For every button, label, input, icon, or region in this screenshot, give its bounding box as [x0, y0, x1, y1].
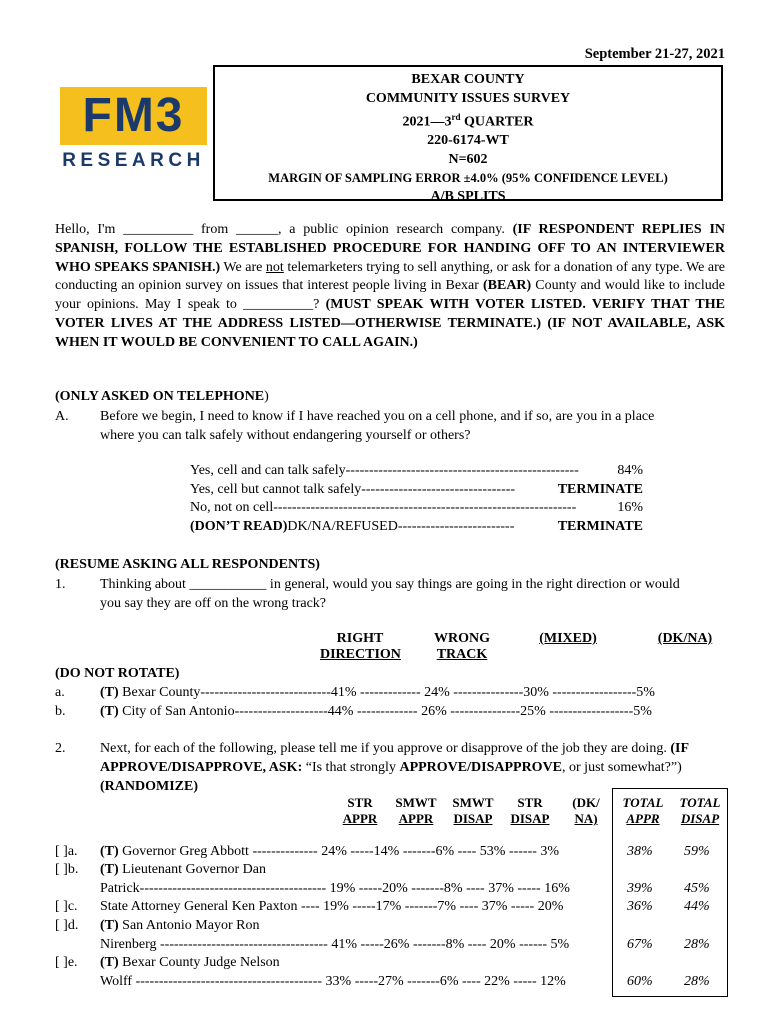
survey-header-box [213, 65, 723, 204]
header-survey-title: COMMUNITY ISSUES SURVEY [365, 90, 571, 106]
qA-options [190, 463, 643, 537]
header-sample-size: N=602 [448, 151, 488, 167]
q2-total-disap-value: 28% [684, 937, 710, 952]
qA-text-line1: Before we begin, I need to know if I have reached you on a cell phone, and if so, are you in a place [100, 409, 655, 424]
qA-option: Yes, cell and can talk safely -------------------------------------------------- 84% [190, 463, 643, 478]
q2-number: 2. [55, 741, 66, 756]
q1-text-line2: you say they are off on the wrong track? [100, 596, 326, 611]
q2-col-str-disap: STR DISAP [510, 795, 550, 826]
q2-total-appr-value: 67% [627, 937, 653, 952]
q1-col-wrong-track: WRONG TRACK [434, 631, 490, 662]
header-project-id: 220-6174-WT [427, 133, 509, 149]
q2-total-appr-value: 39% [627, 881, 653, 896]
q2-text-line2: APPROVE/DISAPPROVE, ASK: “Is that strongly APPROVE/DISAPPROVE, or just somewhat?”) [100, 760, 682, 775]
intro-paragraph: Hello, I'm __________ from ______, a public opinion research company. (IF RESPONDENT REPLIES IN SPANISH, FOLLOW THE ESTABLISHED PROCEDURE FOR HANDING OFF TO AN INTERVIEWER WHO SPEAKS SPANISH.) We are not telemarketers trying to sell anything, or ask for a donation of any type. We are conducting an opinion survey on issues that interest people living in Bexar (BEAR) County and would like to include your opinions. May I speak to __________? (MUST SPEAK WITH VOTER LISTED. VERIFY THAT THE VOTER LIVES AT THE ADDRESS LISTED—OTHERWISE TERMINATE.) (IF NOT AVAILABLE, ASK WHEN IT WOULD BE CONVENIENT TO CALL AGAIN.) [55, 222, 726, 350]
q2-randomize: (RANDOMIZE) [100, 779, 198, 794]
header-county: BEXAR COUNTY [411, 72, 525, 87]
q1-text-line1: Thinking about ___________ in general, would you say things are going in the right direction or would [100, 577, 680, 592]
header-quarter: 2021—3rd QUARTER [402, 112, 534, 130]
q2-row-wolff-line1: (T) Bexar County Judge Nelson [100, 955, 280, 970]
q2-row-letter: [ ]b. [55, 862, 79, 877]
q2-row-patrick-line1: (T) Lieutenant Governor Dan [100, 862, 267, 877]
qA-number: A. [55, 409, 69, 424]
q1-row-san-antonio: (T) City of San Antonio--------------------44% ------------- 26% ---------------25% ------------------5% [100, 704, 652, 719]
q1-col-dkna: (DK/NA) [657, 631, 713, 646]
q2-row-letter: [ ]a. [55, 844, 78, 859]
survey-date: September 21-27, 2021 [584, 46, 725, 62]
q2-row-nirenberg-line1: (T) San Antonio Mayor Ron [100, 918, 260, 933]
q2-row-wolff-line2: Wolff ---------------------------------------- 33% -----27% -------6% ---- 22% ----- 12% [100, 974, 566, 989]
header-splits: A/B SPLITS [430, 188, 506, 204]
q2-total-disap-value: 44% [684, 899, 710, 914]
q2-row-letter: [ ]e. [55, 955, 78, 970]
q2-row-paxton: State Attorney General Ken Paxton ---- 19% -----17% -------7% ---- 37% ----- 20% [100, 899, 564, 914]
q2-total-disap-value: 59% [684, 844, 710, 859]
q2-row-abbott: (T) Governor Greg Abbott -------------- 24% -----14% -------6% ---- 53% ------ 3% [100, 844, 560, 859]
q2-col-dkna: (DK/ NA) [572, 795, 600, 826]
q2-total-disap-value: 28% [684, 974, 710, 989]
q2-col-smwt-disap: SMWT DISAP [452, 795, 494, 826]
q2-row-patrick-line2: Patrick---------------------------------------- 19% -----20% -------8% ---- 37% ----- 16% [100, 881, 570, 896]
fm3-research-logo [60, 87, 207, 175]
q2-total-appr-value: 38% [627, 844, 653, 859]
q1-heading: (RESUME ASKING ALL RESPONDENTS) [55, 557, 320, 572]
q2-col-smwt-appr: SMWT APPR [395, 795, 437, 826]
logo-text-research: RESEARCH [62, 150, 205, 171]
q1-row-bexar-county: (T) Bexar County----------------------------41% ------------- 24% ---------------30% ------------------5% [100, 685, 655, 700]
qA-option: Yes, cell but cannot talk safely --------------------------------- TERMINATE [190, 481, 643, 497]
q2-col-total-disap: TOTAL DISAP [679, 795, 721, 826]
q1-col-mixed: (MIXED) [539, 631, 597, 646]
qA-option: (DON’T READ) DK/NA/REFUSED ------------------------- TERMINATE [190, 518, 643, 534]
q2-row-letter: [ ]d. [55, 918, 79, 933]
logo-text-fm3: FM3 [82, 89, 185, 142]
q1-number: 1. [55, 577, 66, 592]
qA-heading: (ONLY ASKED ON TELEPHONE) [55, 389, 269, 404]
q1-col-right-direction: RIGHT DIRECTION [320, 631, 401, 662]
header-margin-of-error: MARGIN OF SAMPLING ERROR ±4.0% (95% CONFIDENCE LEVEL) [268, 171, 668, 186]
q2-col-total-appr: TOTAL APPR [622, 795, 664, 826]
q2-col-str-appr: STR APPR [342, 795, 378, 826]
q2-total-disap-value: 45% [684, 881, 710, 896]
q1-row-letter: b. [55, 704, 66, 719]
qA-text-line2: where you can talk safely without endangering yourself or others? [100, 428, 471, 443]
qA-option: No, not on cell ----------------------------------------------------------------- 16% [190, 500, 643, 515]
q1-do-not-rotate: (DO NOT ROTATE) [55, 666, 180, 681]
q1-row-letter: a. [55, 685, 65, 700]
q2-row-nirenberg-line2: Nirenberg ------------------------------------ 41% -----26% -------8% ---- 20% ------ 5% [100, 937, 570, 952]
q2-text-line1: Next, for each of the following, please tell me if you approve or disapprove of the job they are doing. (IF [100, 741, 689, 756]
q2-row-letter: [ ]c. [55, 899, 78, 914]
q2-total-appr-value: 60% [627, 974, 653, 989]
q2-total-appr-value: 36% [627, 899, 653, 914]
